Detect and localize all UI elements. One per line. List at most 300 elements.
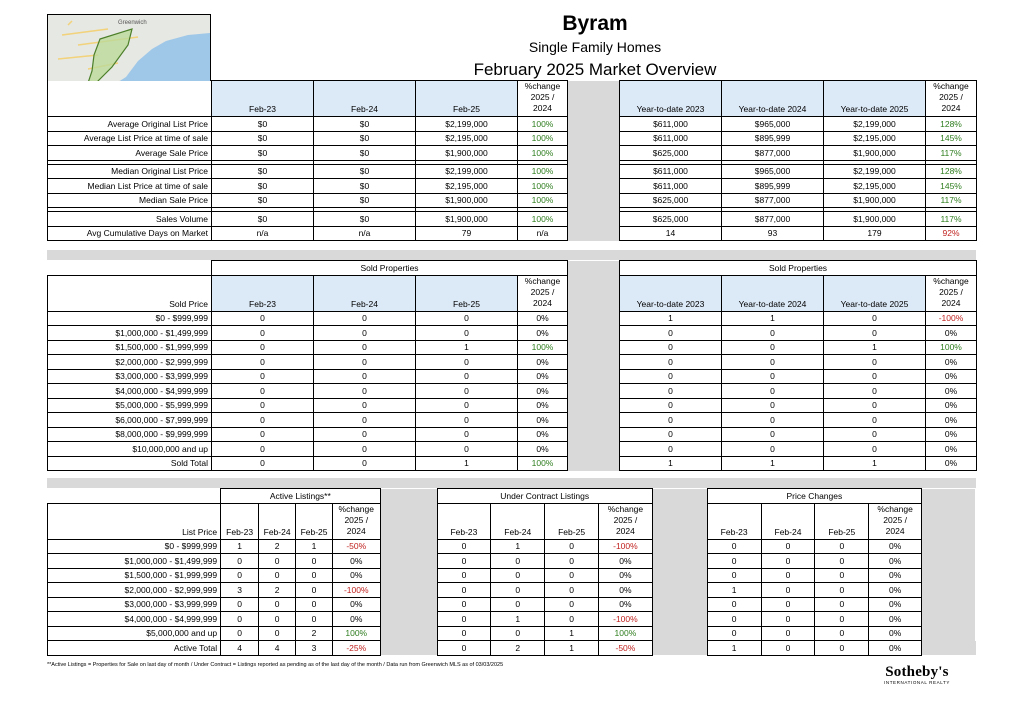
column-header: Feb-25 xyxy=(416,275,518,311)
value-cell: 0 xyxy=(824,442,926,457)
row-label: Median Sale Price xyxy=(48,193,212,208)
value-cell: 0 xyxy=(545,612,599,627)
value-cell: 0 xyxy=(314,326,416,341)
value-cell: 0 xyxy=(761,583,815,598)
value-cell: 0 xyxy=(761,612,815,627)
value-cell: 0 xyxy=(259,626,296,641)
table-row xyxy=(48,117,977,132)
value-cell: 0 xyxy=(707,568,761,583)
value-cell: 0 xyxy=(707,539,761,554)
gap-cell xyxy=(568,413,620,428)
gap-cell xyxy=(568,369,620,384)
gap-cell xyxy=(922,641,976,656)
value-cell: 0 xyxy=(491,554,545,569)
value-cell: $965,000 xyxy=(722,164,824,179)
value-cell: 1 xyxy=(416,340,518,355)
value-cell: 1 xyxy=(491,612,545,627)
value-cell: 3 xyxy=(221,583,259,598)
value-cell: 0 xyxy=(722,369,824,384)
percent-change-cell: 0% xyxy=(926,456,977,471)
value-cell: $0 xyxy=(212,193,314,208)
logo-name: Sotheby's xyxy=(885,664,949,680)
gap-cell xyxy=(568,275,620,311)
sothebys-logo xyxy=(884,664,950,685)
percent-change-cell: 0% xyxy=(518,384,568,399)
percent-change-cell: 0% xyxy=(926,427,977,442)
percent-change-cell: 145% xyxy=(926,179,977,194)
value-cell: $611,000 xyxy=(620,131,722,146)
value-cell: 0 xyxy=(491,568,545,583)
percent-change-cell: -100% xyxy=(333,583,381,598)
percent-change-cell: 0% xyxy=(869,554,922,569)
value-cell: 0 xyxy=(620,442,722,457)
value-cell: 0 xyxy=(416,369,518,384)
table-row xyxy=(48,612,976,627)
value-cell: 1 xyxy=(722,456,824,471)
value-cell: 0 xyxy=(722,384,824,399)
value-cell: 0 xyxy=(212,355,314,370)
table-row xyxy=(48,146,977,161)
percent-change-cell: 0% xyxy=(518,311,568,326)
table-row xyxy=(48,568,976,583)
gap-cell xyxy=(922,503,976,539)
column-header: %change 2025 / 2024 xyxy=(518,81,568,117)
table-row xyxy=(48,427,977,442)
value-cell: $2,199,000 xyxy=(824,164,926,179)
value-cell: $1,900,000 xyxy=(416,146,518,161)
column-header: Feb-24 xyxy=(259,503,296,539)
table-row xyxy=(48,413,977,428)
table-row xyxy=(48,597,976,612)
percent-change-cell: 0% xyxy=(333,568,381,583)
column-header: Feb-24 xyxy=(314,81,416,117)
table-row xyxy=(48,326,977,341)
value-cell: 0 xyxy=(620,427,722,442)
percent-change-cell: -100% xyxy=(599,539,653,554)
row-header: Sold Price xyxy=(48,275,212,311)
percent-change-cell: 100% xyxy=(518,193,568,208)
percent-change-cell: 100% xyxy=(518,117,568,132)
gap-cell xyxy=(380,583,437,598)
value-cell: $1,900,000 xyxy=(824,146,926,161)
value-cell: 1 xyxy=(545,626,599,641)
row-label: Average Original List Price xyxy=(48,117,212,132)
percent-change-cell: -50% xyxy=(333,539,381,554)
value-cell: $0 xyxy=(212,212,314,227)
gap-cell xyxy=(568,164,620,179)
row-label: $1,000,000 - $1,499,999 xyxy=(48,326,212,341)
percent-change-cell: 0% xyxy=(518,413,568,428)
gap-cell xyxy=(380,597,437,612)
value-cell: 0 xyxy=(761,554,815,569)
value-cell: 0 xyxy=(416,398,518,413)
value-cell: $895,999 xyxy=(722,179,824,194)
caption-row xyxy=(48,489,976,504)
value-cell: n/a xyxy=(212,226,314,241)
value-cell: 0 xyxy=(296,597,333,612)
value-cell: 93 xyxy=(722,226,824,241)
table-row xyxy=(48,442,977,457)
column-header: Feb-25 xyxy=(815,503,869,539)
value-cell: 0 xyxy=(212,427,314,442)
value-cell: $0 xyxy=(314,212,416,227)
section-caption: Price Changes xyxy=(707,489,921,504)
percent-change-cell: 0% xyxy=(333,612,381,627)
value-cell: 0 xyxy=(722,340,824,355)
percent-change-cell: 0% xyxy=(926,442,977,457)
gap-cell xyxy=(652,626,707,641)
value-cell: $1,900,000 xyxy=(416,193,518,208)
percent-change-cell: 0% xyxy=(333,597,381,612)
value-cell: 1 xyxy=(221,539,259,554)
value-cell: 0 xyxy=(824,398,926,413)
row-label: $4,000,000 - $4,999,999 xyxy=(48,384,212,399)
row-label: $0 - $999,999 xyxy=(48,539,221,554)
value-cell: $1,900,000 xyxy=(824,212,926,227)
map-place-label: Greenwich xyxy=(118,20,147,26)
value-cell: $0 xyxy=(314,131,416,146)
value-cell: 0 xyxy=(722,427,824,442)
caption-row xyxy=(48,261,977,276)
column-header: Feb-23 xyxy=(221,503,259,539)
value-cell: 0 xyxy=(221,554,259,569)
value-cell: $625,000 xyxy=(620,212,722,227)
value-cell: $877,000 xyxy=(722,212,824,227)
value-cell: 3 xyxy=(296,641,333,656)
value-cell: $0 xyxy=(314,146,416,161)
value-cell: 0 xyxy=(437,539,491,554)
percent-change-cell: 0% xyxy=(869,612,922,627)
percent-change-cell: 100% xyxy=(518,340,568,355)
table-row xyxy=(48,456,977,471)
percent-change-cell: 100% xyxy=(926,340,977,355)
row-header xyxy=(48,81,212,117)
table-row xyxy=(48,164,977,179)
value-cell: 1 xyxy=(707,583,761,598)
value-cell: $2,195,000 xyxy=(416,179,518,194)
value-cell: 0 xyxy=(707,597,761,612)
value-cell: 0 xyxy=(815,597,869,612)
value-cell: $611,000 xyxy=(620,117,722,132)
value-cell: $2,195,000 xyxy=(416,131,518,146)
column-header: Year-to-date 2025 xyxy=(824,275,926,311)
column-header: Feb-25 xyxy=(545,503,599,539)
value-cell: 0 xyxy=(437,626,491,641)
value-cell: 0 xyxy=(221,626,259,641)
gap-cell xyxy=(380,568,437,583)
value-cell: 0 xyxy=(416,384,518,399)
percent-change-cell: 0% xyxy=(926,326,977,341)
value-cell: 0 xyxy=(722,413,824,428)
value-cell: $0 xyxy=(212,146,314,161)
value-cell: $965,000 xyxy=(722,117,824,132)
header-row xyxy=(48,81,977,117)
value-cell: $2,199,000 xyxy=(416,164,518,179)
value-cell: 1 xyxy=(722,311,824,326)
value-cell: 1 xyxy=(824,456,926,471)
column-header: Feb-25 xyxy=(296,503,333,539)
table-row xyxy=(48,539,976,554)
value-cell: 1 xyxy=(545,641,599,656)
value-cell: 0 xyxy=(620,398,722,413)
column-header: Year-to-date 2025 xyxy=(824,81,926,117)
value-cell: 0 xyxy=(437,612,491,627)
value-cell: 0 xyxy=(545,539,599,554)
table-row xyxy=(48,193,977,208)
value-cell: 0 xyxy=(314,427,416,442)
value-cell: 0 xyxy=(416,427,518,442)
value-cell: 0 xyxy=(314,369,416,384)
value-cell: $0 xyxy=(314,164,416,179)
value-cell: 0 xyxy=(212,311,314,326)
percent-change-cell: 0% xyxy=(869,568,922,583)
gap-cell xyxy=(922,612,976,627)
table-row xyxy=(48,212,977,227)
value-cell: 2 xyxy=(491,641,545,656)
value-cell: 0 xyxy=(761,626,815,641)
column-header: %change 2025 / 2024 xyxy=(599,503,653,539)
value-cell: 0 xyxy=(212,340,314,355)
column-header: Feb-24 xyxy=(491,503,545,539)
value-cell: 0 xyxy=(212,384,314,399)
value-cell: 0 xyxy=(545,597,599,612)
gap-cell xyxy=(568,326,620,341)
row-label: $3,000,000 - $3,999,999 xyxy=(48,597,221,612)
value-cell: $0 xyxy=(212,117,314,132)
value-cell: 0 xyxy=(707,554,761,569)
value-cell: 0 xyxy=(314,442,416,457)
logo-tagline: INTERNATIONAL REALTY xyxy=(884,680,950,685)
gap-cell xyxy=(568,456,620,471)
column-header: Feb-25 xyxy=(416,81,518,117)
column-header: Feb-24 xyxy=(314,275,416,311)
value-cell: 0 xyxy=(259,597,296,612)
percent-change-cell: 117% xyxy=(926,212,977,227)
value-cell: 4 xyxy=(259,641,296,656)
value-cell: $625,000 xyxy=(620,146,722,161)
percent-change-cell: 0% xyxy=(869,626,922,641)
value-cell: 0 xyxy=(416,442,518,457)
value-cell: 0 xyxy=(212,442,314,457)
value-cell: 0 xyxy=(259,568,296,583)
gap-cell xyxy=(652,568,707,583)
value-cell: 0 xyxy=(221,612,259,627)
percent-change-cell: 0% xyxy=(869,583,922,598)
value-cell: $611,000 xyxy=(620,164,722,179)
value-cell: 0 xyxy=(620,355,722,370)
percent-change-cell: 0% xyxy=(926,384,977,399)
gap-cell xyxy=(568,340,620,355)
row-label: Active Total xyxy=(48,641,221,656)
value-cell: 0 xyxy=(212,456,314,471)
value-cell: 0 xyxy=(761,641,815,656)
section-caption: Sold Properties xyxy=(212,261,568,276)
gap-cell xyxy=(380,489,437,504)
percent-change-cell: 0% xyxy=(599,568,653,583)
gap-cell xyxy=(652,503,707,539)
header-row xyxy=(48,503,976,539)
value-cell: 0 xyxy=(296,612,333,627)
percent-change-cell: 0% xyxy=(869,539,922,554)
row-label: $4,000,000 - $4,999,999 xyxy=(48,612,221,627)
row-label: Average List Price at time of sale xyxy=(48,131,212,146)
gap-cell xyxy=(380,539,437,554)
percent-change-cell: 0% xyxy=(926,398,977,413)
value-cell: 1 xyxy=(491,539,545,554)
value-cell: 0 xyxy=(212,398,314,413)
row-label: $1,000,000 - $1,499,999 xyxy=(48,554,221,569)
row-label: $1,500,000 - $1,999,999 xyxy=(48,568,221,583)
gap-cell xyxy=(380,641,437,656)
value-cell: 0 xyxy=(491,583,545,598)
value-cell: 0 xyxy=(416,355,518,370)
value-cell: 0 xyxy=(815,554,869,569)
value-cell: 0 xyxy=(707,612,761,627)
row-label: $8,000,000 - $9,999,999 xyxy=(48,427,212,442)
value-cell: 0 xyxy=(761,568,815,583)
value-cell: $895,999 xyxy=(722,131,824,146)
value-cell: 0 xyxy=(722,355,824,370)
value-cell: $2,199,000 xyxy=(416,117,518,132)
gap-cell xyxy=(568,398,620,413)
value-cell: 0 xyxy=(761,539,815,554)
percent-change-cell: 128% xyxy=(926,164,977,179)
gap-cell xyxy=(652,489,707,504)
gap-cell xyxy=(922,554,976,569)
value-cell: 0 xyxy=(620,384,722,399)
value-cell: $625,000 xyxy=(620,193,722,208)
table-row xyxy=(48,179,977,194)
column-header: Feb-23 xyxy=(212,81,314,117)
gap-cell xyxy=(568,193,620,208)
value-cell: 179 xyxy=(824,226,926,241)
gap-cell xyxy=(380,503,437,539)
row-label: Avg Cumulative Days on Market xyxy=(48,226,212,241)
section-divider xyxy=(47,250,976,260)
value-cell: 0 xyxy=(314,311,416,326)
percent-change-cell: 0% xyxy=(518,369,568,384)
page-subtitle: Single Family Homes xyxy=(528,39,662,55)
value-cell: 0 xyxy=(824,427,926,442)
value-cell: 0 xyxy=(491,626,545,641)
blank-cell xyxy=(48,489,221,504)
value-cell: 1 xyxy=(620,456,722,471)
value-cell: 1 xyxy=(296,539,333,554)
row-label: Median List Price at time of sale xyxy=(48,179,212,194)
value-cell: 2 xyxy=(259,583,296,598)
value-cell: $877,000 xyxy=(722,146,824,161)
table-row xyxy=(48,226,977,241)
row-label: $6,000,000 - $7,999,999 xyxy=(48,413,212,428)
table-row xyxy=(48,398,977,413)
percent-change-cell: 0% xyxy=(926,369,977,384)
value-cell: 14 xyxy=(620,226,722,241)
gap-cell xyxy=(652,612,707,627)
value-cell: 4 xyxy=(221,641,259,656)
percent-change-cell: 0% xyxy=(599,583,653,598)
section-caption: Active Listings** xyxy=(221,489,380,504)
value-cell: 2 xyxy=(296,626,333,641)
column-header: %change 2025 / 2024 xyxy=(926,81,977,117)
value-cell: $0 xyxy=(212,131,314,146)
sold-properties-table xyxy=(47,260,977,471)
value-cell: 0 xyxy=(761,597,815,612)
section-divider xyxy=(47,478,976,488)
value-cell: 0 xyxy=(212,326,314,341)
report-title: February 2025 Market Overview xyxy=(473,60,717,79)
gap-cell xyxy=(380,626,437,641)
table-row xyxy=(48,554,976,569)
value-cell: $2,195,000 xyxy=(824,179,926,194)
percent-change-cell: 0% xyxy=(518,398,568,413)
value-cell: 0 xyxy=(259,554,296,569)
value-cell: 0 xyxy=(314,340,416,355)
value-cell: 0 xyxy=(221,568,259,583)
gap-cell xyxy=(922,597,976,612)
gap-cell xyxy=(922,568,976,583)
percent-change-cell: 100% xyxy=(518,146,568,161)
column-header: Feb-23 xyxy=(707,503,761,539)
value-cell: 0 xyxy=(296,583,333,598)
percent-change-cell: -100% xyxy=(599,612,653,627)
row-label: $10,000,000 and up xyxy=(48,442,212,457)
value-cell: $0 xyxy=(314,117,416,132)
value-cell: 2 xyxy=(259,539,296,554)
blank-cell xyxy=(48,261,212,276)
table-row xyxy=(48,355,977,370)
listings-table xyxy=(47,488,976,656)
percent-change-cell: 0% xyxy=(518,355,568,370)
gap-cell xyxy=(922,489,976,504)
percent-change-cell: 100% xyxy=(518,164,568,179)
column-header: %change 2025 / 2024 xyxy=(869,503,922,539)
value-cell: 0 xyxy=(620,413,722,428)
column-header: Feb-23 xyxy=(437,503,491,539)
value-cell: $0 xyxy=(212,179,314,194)
value-cell: $0 xyxy=(314,179,416,194)
gap-cell xyxy=(568,226,620,241)
value-cell: 0 xyxy=(824,384,926,399)
table-row xyxy=(48,369,977,384)
gap-cell xyxy=(652,597,707,612)
percent-change-cell: 100% xyxy=(518,131,568,146)
table-row xyxy=(48,583,976,598)
value-cell: 0 xyxy=(491,597,545,612)
gap-cell xyxy=(380,554,437,569)
page-title: Byram xyxy=(562,12,628,35)
value-cell: 0 xyxy=(722,398,824,413)
value-cell: $2,199,000 xyxy=(824,117,926,132)
gap-cell xyxy=(568,131,620,146)
value-cell: $0 xyxy=(212,164,314,179)
gap-cell xyxy=(568,442,620,457)
value-cell: n/a xyxy=(314,226,416,241)
percent-change-cell: 0% xyxy=(518,427,568,442)
column-header: Feb-23 xyxy=(212,275,314,311)
gap-cell xyxy=(922,626,976,641)
row-label: Median Original List Price xyxy=(48,164,212,179)
value-cell: 0 xyxy=(437,554,491,569)
gap-cell xyxy=(568,117,620,132)
column-header: %change 2025 / 2024 xyxy=(926,275,977,311)
gap-cell xyxy=(568,427,620,442)
percent-change-cell: 0% xyxy=(599,554,653,569)
percent-change-cell: 100% xyxy=(333,626,381,641)
row-label: $1,500,000 - $1,999,999 xyxy=(48,340,212,355)
gap-cell xyxy=(568,355,620,370)
value-cell: 0 xyxy=(815,626,869,641)
gap-cell xyxy=(568,261,620,276)
